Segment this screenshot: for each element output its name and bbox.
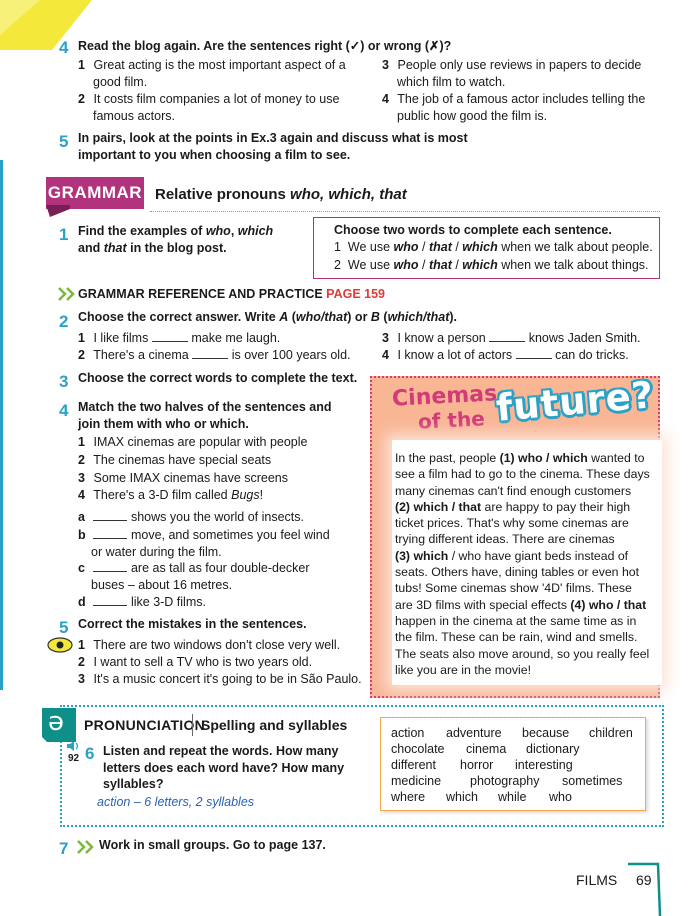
exercise-instruction: Match the two halves of the sentences and join them with who or which. — [78, 400, 332, 431]
list-item: 3 Some IMAX cinemas have screens — [78, 471, 289, 485]
grammar-tab-shadow — [40, 205, 70, 217]
article-body: In the past, people (1) who / which wanted to see a film had to go to the cinema. These days many cinemas can't find enough customers (2) which / that are happy to pay their high ticket prices. That's why some cinemas are trying different ideas. There are cinemas (3) which / who have giant beds instead of seats. Others have, dining tables or even hot tubs! Some cinemas show '4D' films. These are 3D films with special effects (4) who / that happen in the cinema at the same time as in the film. These can be rain, wind and smells. The seats also move around, so you really feel like you are in the movie! — [395, 451, 650, 677]
word: adventure — [446, 726, 502, 740]
list-item: 1 IMAX cinemas are popular with people — [78, 435, 308, 449]
exercise-instruction: Find the examples of who, which and that in the blog post. — [78, 224, 274, 255]
left-margin-bar — [0, 160, 3, 690]
word: who — [549, 790, 572, 804]
list-item: 2 I want to sell a TV who is two years old. — [78, 655, 313, 669]
list-item: 1 I like films make me laugh. — [78, 331, 281, 345]
pronunciation-label: PRONUNCIATION — [84, 717, 206, 733]
exercise-instruction: In pairs, look at the points in Ex.3 again and discuss what is most important to you when choosing a film to see. — [78, 131, 468, 162]
exercise-number: 4 — [59, 38, 69, 57]
list-item: a shows you the world of insects. — [78, 510, 304, 524]
word: because — [522, 726, 570, 740]
exercise-instruction: Correct the mistakes in the sentences. — [78, 617, 307, 631]
exercise-number: 1 — [59, 225, 69, 244]
pronunciation-title: Spelling and syllables — [201, 717, 348, 733]
speaker-icon[interactable] — [66, 740, 80, 752]
double-chevron-icon — [76, 840, 96, 854]
list-item: b move, and sometimes you feel wind or water during the film. — [78, 528, 330, 559]
exercise-number: 7 — [59, 839, 69, 858]
word: chocolate — [391, 742, 445, 756]
word: different — [391, 758, 436, 772]
double-chevron-icon — [57, 287, 77, 301]
word: medicine — [391, 774, 442, 788]
exercise-instruction: Choose the correct answer. Write A (who/that) or B (which/that). — [78, 310, 458, 324]
exercise-instruction: Listen and repeat the words. How many letters does each word have? How many syllables? — [103, 744, 345, 791]
list-item: c are as tall as four double-decker buses – about 16 metres. — [78, 561, 310, 592]
article-title-1: Cinemas — [391, 381, 498, 412]
grammar-tab: GRAMMAR — [46, 177, 144, 209]
rule-sentence: 2 We use who / that / which when we talk about things. — [334, 258, 649, 272]
list-item: 4 The job of a famous actor includes telling the public how good the film is. — [382, 92, 646, 123]
example-answer: action – 6 letters, 2 syllables — [97, 795, 255, 809]
word: which — [446, 790, 478, 804]
list-item: d like 3-D films. — [78, 595, 206, 609]
list-item: 4 There's a 3-D film called Bugs! — [78, 488, 264, 502]
exercise-instruction: Read the blog again. Are the sentences right (✓) or wrong (✗)? — [78, 39, 452, 53]
word: sometimes — [562, 774, 623, 788]
word: photography — [470, 774, 540, 788]
word: while — [498, 790, 527, 804]
exercise-number: 6 — [85, 744, 95, 763]
exercise-instruction: Work in small groups. Go to page 137. — [99, 838, 326, 852]
exercise-number: 5 — [59, 618, 69, 637]
page-corner-decoration — [626, 862, 666, 916]
list-item: 4 I know a lot of actors can do tricks. — [382, 348, 629, 362]
exercise-number: 2 — [59, 312, 69, 331]
footer-section: FILMS — [576, 872, 618, 888]
list-item: 3 I know a person knows Jaden Smith. — [382, 331, 641, 345]
list-item: 1 There are two windows don't close very well. — [78, 638, 341, 652]
page-number: 69 — [636, 872, 652, 888]
word: interesting — [515, 758, 573, 772]
article-title-2: of the — [417, 406, 486, 434]
pronunciation-divider — [192, 714, 193, 736]
list-item: 2 The cinemas have special seats — [78, 453, 272, 467]
list-item: 2 It costs film companies a lot of money to use famous actors. — [78, 92, 340, 123]
word: dictionary — [526, 742, 580, 756]
list-item: 2 There's a cinema is over 100 years old. — [78, 348, 351, 362]
exercise-number: 4 — [59, 401, 69, 420]
rule-sentence: 1 We use who / that / which when we talk about people. — [334, 240, 653, 254]
list-item: 1 Great acting is the most important aspect of a good film. — [78, 58, 346, 89]
exercise-instruction: Choose the correct words to complete the text. — [78, 371, 358, 385]
word: horror — [460, 758, 494, 772]
schwa-symbol: ə — [48, 707, 64, 737]
grammar-title: Relative pronouns who, which, that — [155, 186, 407, 203]
word: action — [391, 726, 425, 740]
article-title-3: future? — [494, 373, 656, 430]
word: cinema — [466, 742, 507, 756]
audio-track-number: 92 — [68, 753, 80, 764]
grammar-reference-link[interactable]: GRAMMAR REFERENCE AND PRACTICE PAGE 159 — [78, 287, 385, 301]
grammar-divider — [150, 211, 660, 212]
exercise-number: 3 — [59, 372, 69, 391]
word: children — [589, 726, 633, 740]
list-item: 3 It's a music concert it's going to be in São Paulo. — [78, 672, 362, 686]
word: where — [391, 790, 426, 804]
list-item: 3 People only use reviews in papers to decide which film to watch. — [382, 58, 642, 89]
eye-icon — [47, 637, 73, 653]
exercise-number: 5 — [59, 132, 69, 151]
rule-box-title: Choose two words to complete each sentence. — [334, 223, 612, 237]
